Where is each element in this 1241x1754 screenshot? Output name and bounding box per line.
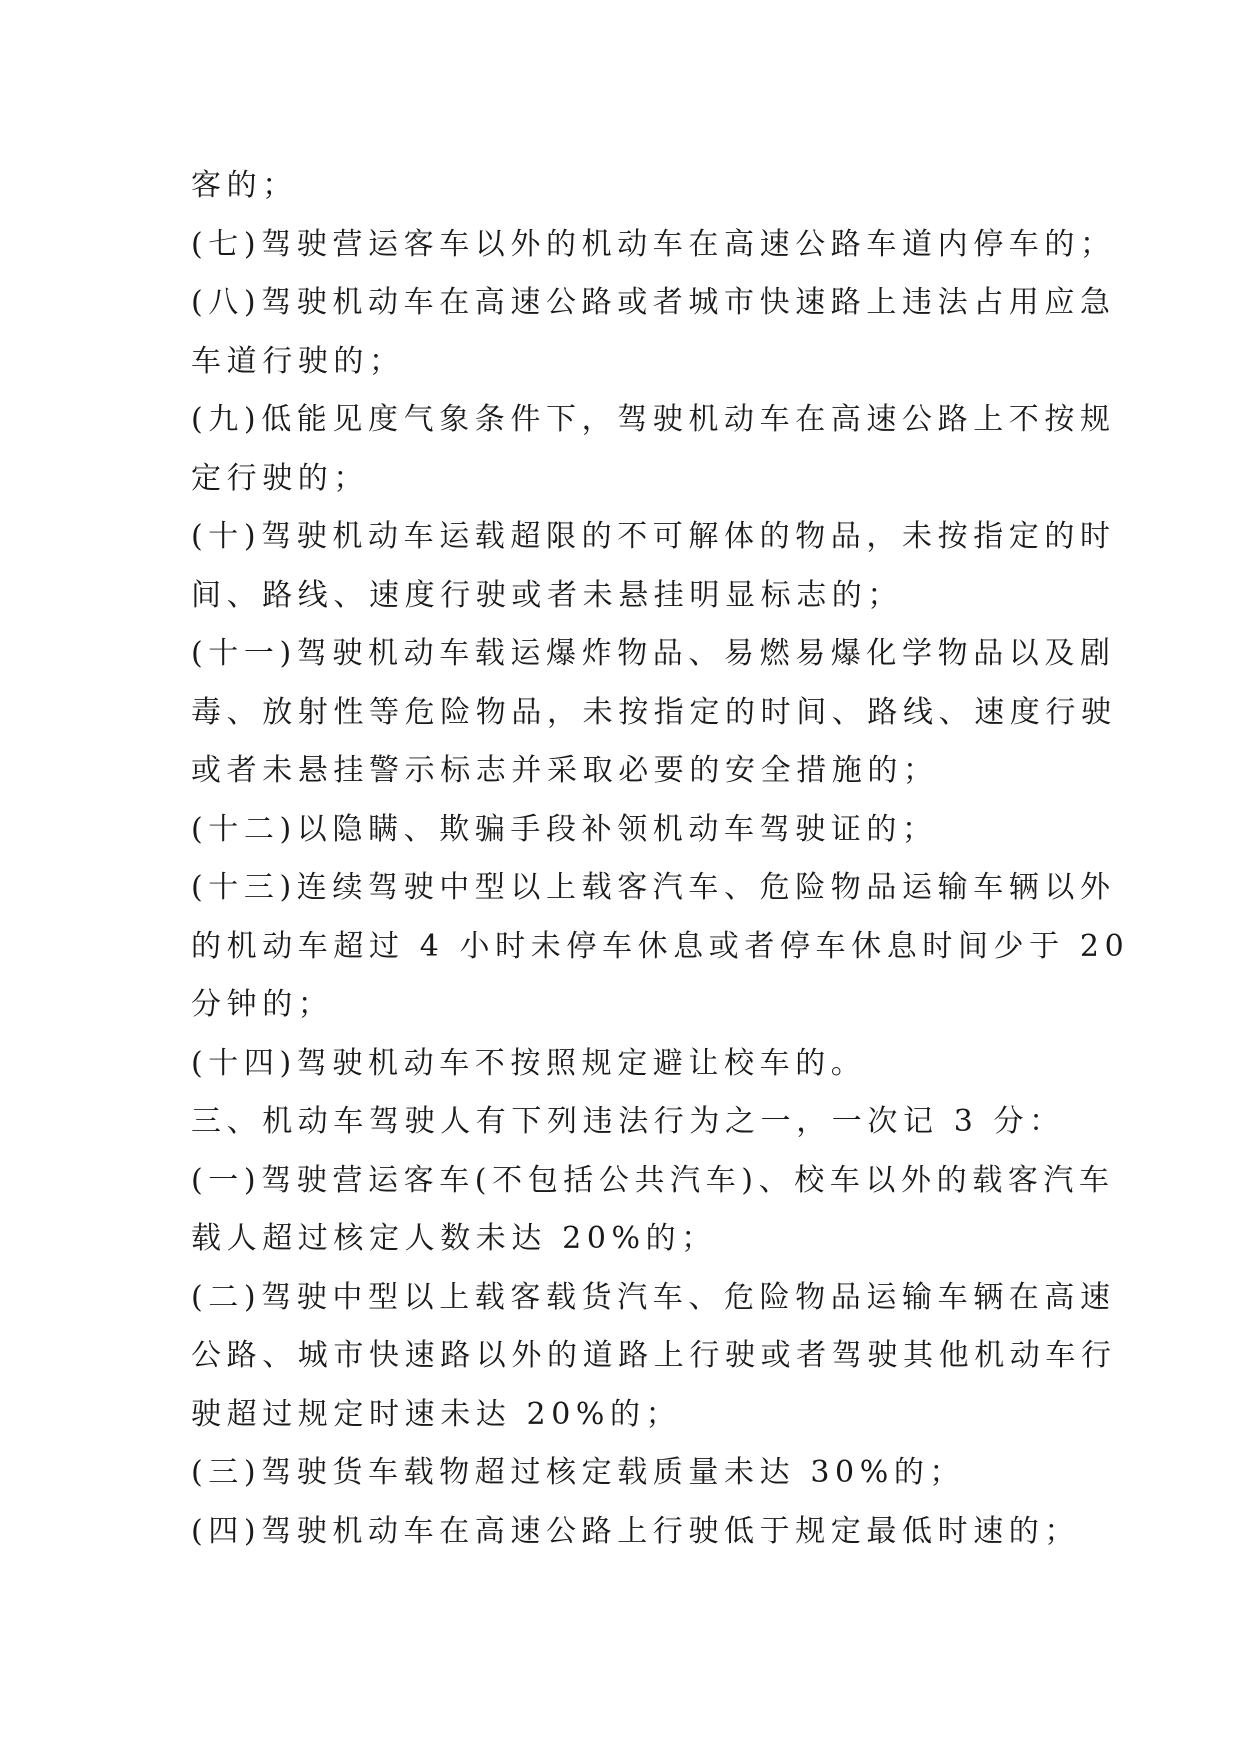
text-line: 驶超过规定时速未达 20%的； (191, 1396, 682, 1432)
text-line: (一)驾驶营运客车(不包括公共汽车)、校车以外的载客汽车 (191, 1162, 1115, 1198)
text-line: (二)驾驶中型以上载客载货汽车、危险物品运输车辆在高速 (191, 1279, 1116, 1315)
document-body (191, 157, 1130, 1561)
text-line: (十一)驾驶机动车载运爆炸物品、易燃易爆化学物品以及剧 (191, 636, 1116, 671)
text-line: 定行驶的； (191, 460, 369, 496)
text-line: (十)驾驶机动车运载超限的不可解体的物品，未按指定的时 (191, 519, 1116, 554)
text-line: (三)驾驶货车载物超过核定载质量未达 30%的； (191, 1455, 966, 1490)
text-line: (七)驾驶营运客车以外的机动车在高速公路车道内停车的； (191, 226, 1116, 262)
text-line: (十二)以隐瞒、欺骗手段补领机动车驾驶证的； (191, 811, 938, 847)
text-line: (十三)连续驾驶中型以上载客汽车、危险物品运输车辆以外 (191, 870, 1116, 905)
text-line: 车道行驶的； (191, 343, 405, 379)
text-line: 的机动车超过 4 小时未停车休息或者停车休息时间少于 20 (191, 928, 1130, 964)
text-line: (十四)驾驶机动车不按照规定避让校车的。 (191, 1045, 867, 1081)
text-line: (八)驾驶机动车在高速公路或者城市快速路上违法占用应急 (191, 285, 1116, 320)
text-line: 或者未悬挂警示标志并采取必要的安全措施的； (191, 753, 939, 788)
text-line: (九)低能见度气象条件下，驾驶机动车在高速公路上不按规 (191, 402, 1116, 437)
text-line: 客的； (191, 168, 298, 203)
section-heading: 三、机动车驾驶人有下列违法行为之一，一次记 3 分： (191, 1104, 1065, 1139)
text-line: 分钟的； (191, 987, 334, 1022)
text-line: 载人超过核定人数未达 20%的； (191, 1221, 717, 1256)
text-line: 毒、放射性等危险物品，未按指定的时间、路线、速度行驶 (191, 694, 1117, 730)
text-line: (四)驾驶机动车在高速公路上行驶低于规定最低时速的； (191, 1513, 1081, 1549)
text-line: 间、路线、速度行驶或者未悬挂明显标志的； (191, 577, 903, 613)
text-line: 公路、城市快速路以外的道路上行驶或者驾驶其他机动车行 (191, 1338, 1117, 1373)
